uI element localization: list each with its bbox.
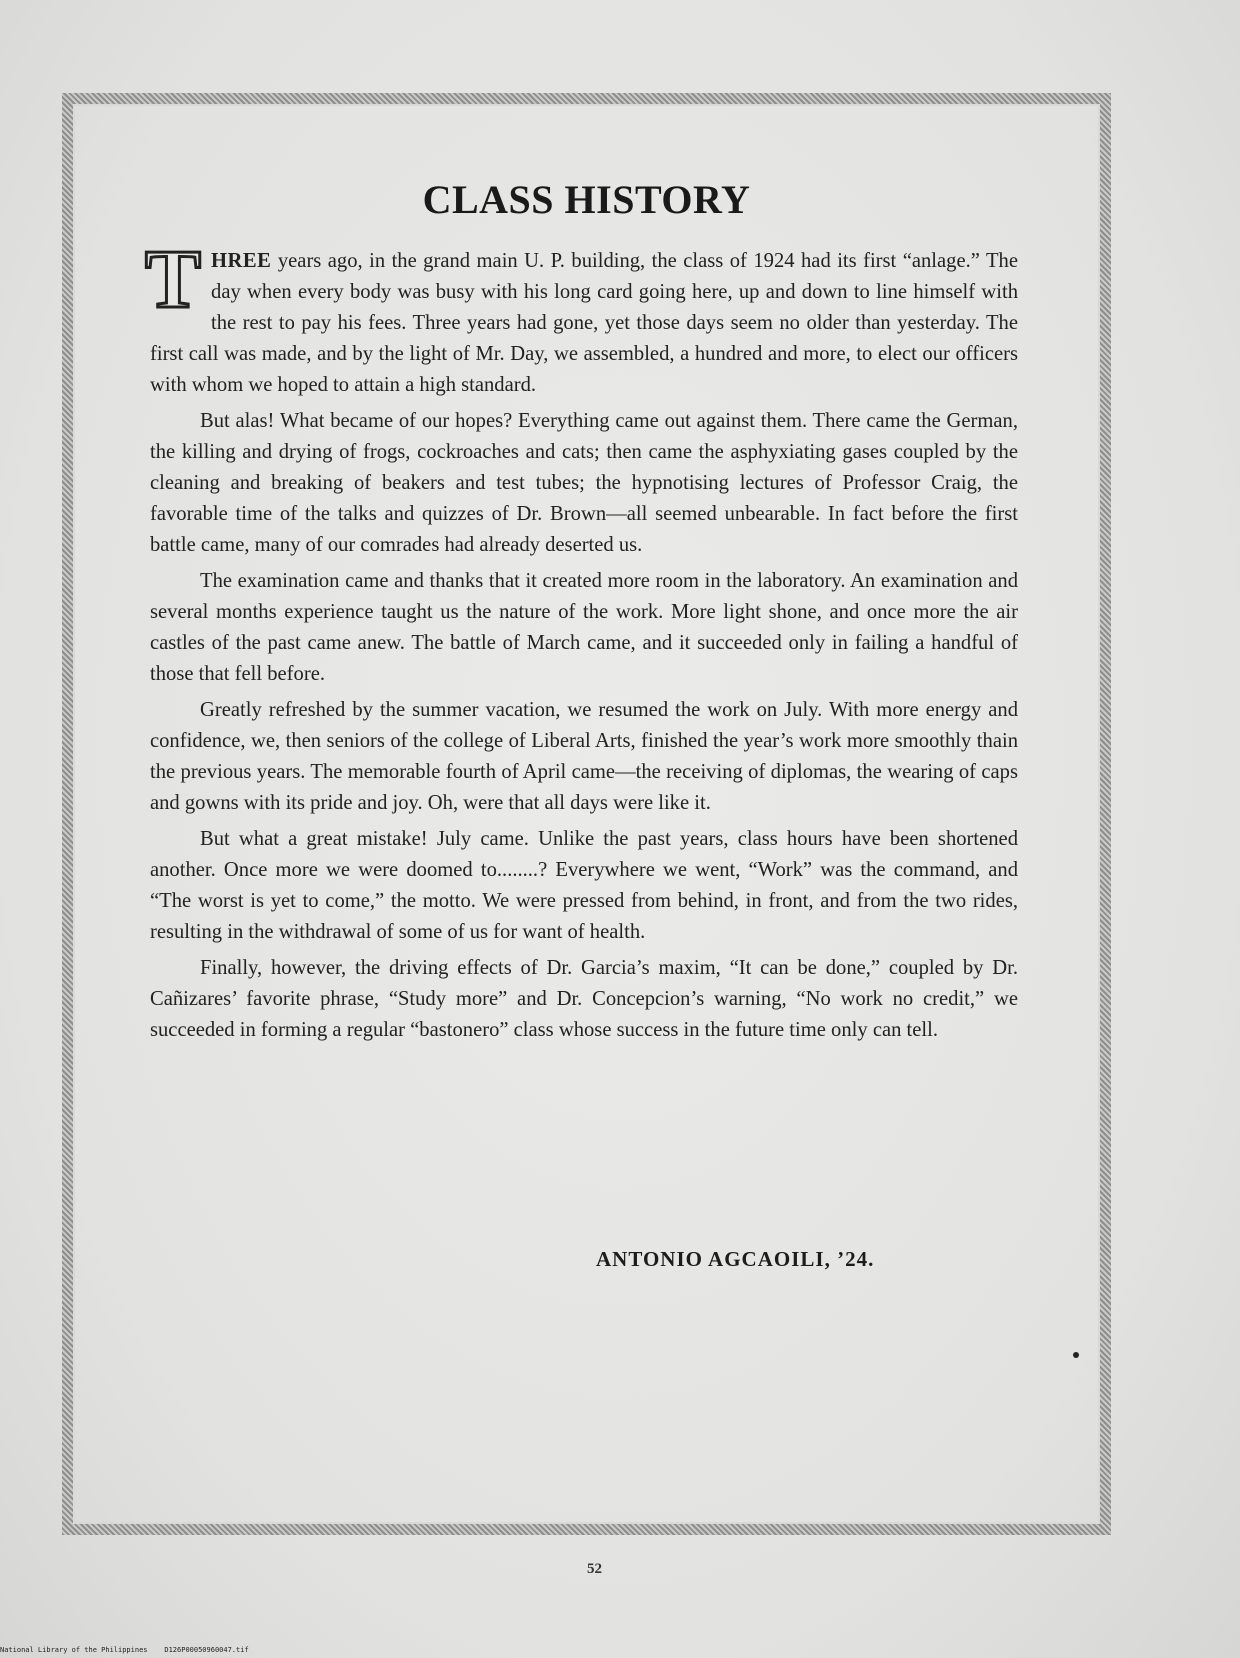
paragraph-5: But what a great mistake! July came. Unlike the past years, class hours have been shortened another. Once more we were doomed to........? Everywhere we went, “Work” was the command, and “The worst is yet to come,” the motto. We were pressed from behind, in front, and from the two rides, resulting in the withdrawal of some of us for want of health. xyxy=(150,828,1018,943)
author-signature: ANTONIO AGCAOILI, ’24. xyxy=(596,1247,875,1271)
drop-cap: T xyxy=(145,233,202,326)
footer-source: National Library of the Philippines xyxy=(0,1646,148,1654)
paragraph-3: The examination came and thanks that it created more room in the laboratory. An examination and several months experience taught us the nature of the work. More light shone, and once more the air castles of the past came anew. The battle of March came, and it succeeded only in failing a handful of those that fell before. xyxy=(150,570,1018,685)
lead-word: HREE xyxy=(211,250,272,272)
paragraph-text: years ago, in the grand main U. P. building, the class of 1924 had its first “anlage.” The day when every body was busy with his long card going here, up and down to line himself with the rest to pay his fees. Three years had gone, yet those days seem no older than yesterday. The first call was made, and by the light of Mr. Day, we assembled, a hundred and more, to elect our officers with whom we hoped to attain a high standard. xyxy=(150,250,1018,396)
scan-footer xyxy=(0,1646,249,1654)
paragraph-4: Greatly refreshed by the summer vacation, we resumed the work on July. With more energy and confidence, we, then seniors of the college of Liberal Arts, finished the year’s work more smoothly thain the previous years. The memorable fourth of April came—the receiving of diplomas, the wearing of caps and gowns with its pride and joy. Oh, were that all days were like it. xyxy=(150,699,1018,814)
paragraph-1 xyxy=(145,233,1018,401)
paragraph-6: Finally, however, the driving effects of Dr. Garcia’s maxim, “It can be done,” coupled by Dr. Cañizares’ favorite phrase, “Study more” and Dr. Concepcion’s warning, “No work no credit,” we succeeded in forming a regular “bastonero” class whose success in the future time only can tell. xyxy=(150,957,1018,1041)
page-title: CLASS HISTORY xyxy=(422,177,751,222)
ink-speck xyxy=(1073,1352,1079,1358)
footer-file: D126P00050960047.tif xyxy=(164,1646,249,1654)
article-body xyxy=(145,233,1018,1051)
paragraph-2: But alas! What became of our hopes? Everything came out against them. There came the German, the killing and drying of frogs, cockroaches and cats; then came the asphyxiating gases coupled by the cleaning and breaking of beakers and test tubes; the hypnotising lectures of Professor Craig, the favorable time of the talks and quizzes of Dr. Brown—all seemed unbearable. In fact before the first battle came, many of our comrades had already deserted us. xyxy=(150,410,1018,556)
page-number: 52 xyxy=(587,1561,602,1577)
